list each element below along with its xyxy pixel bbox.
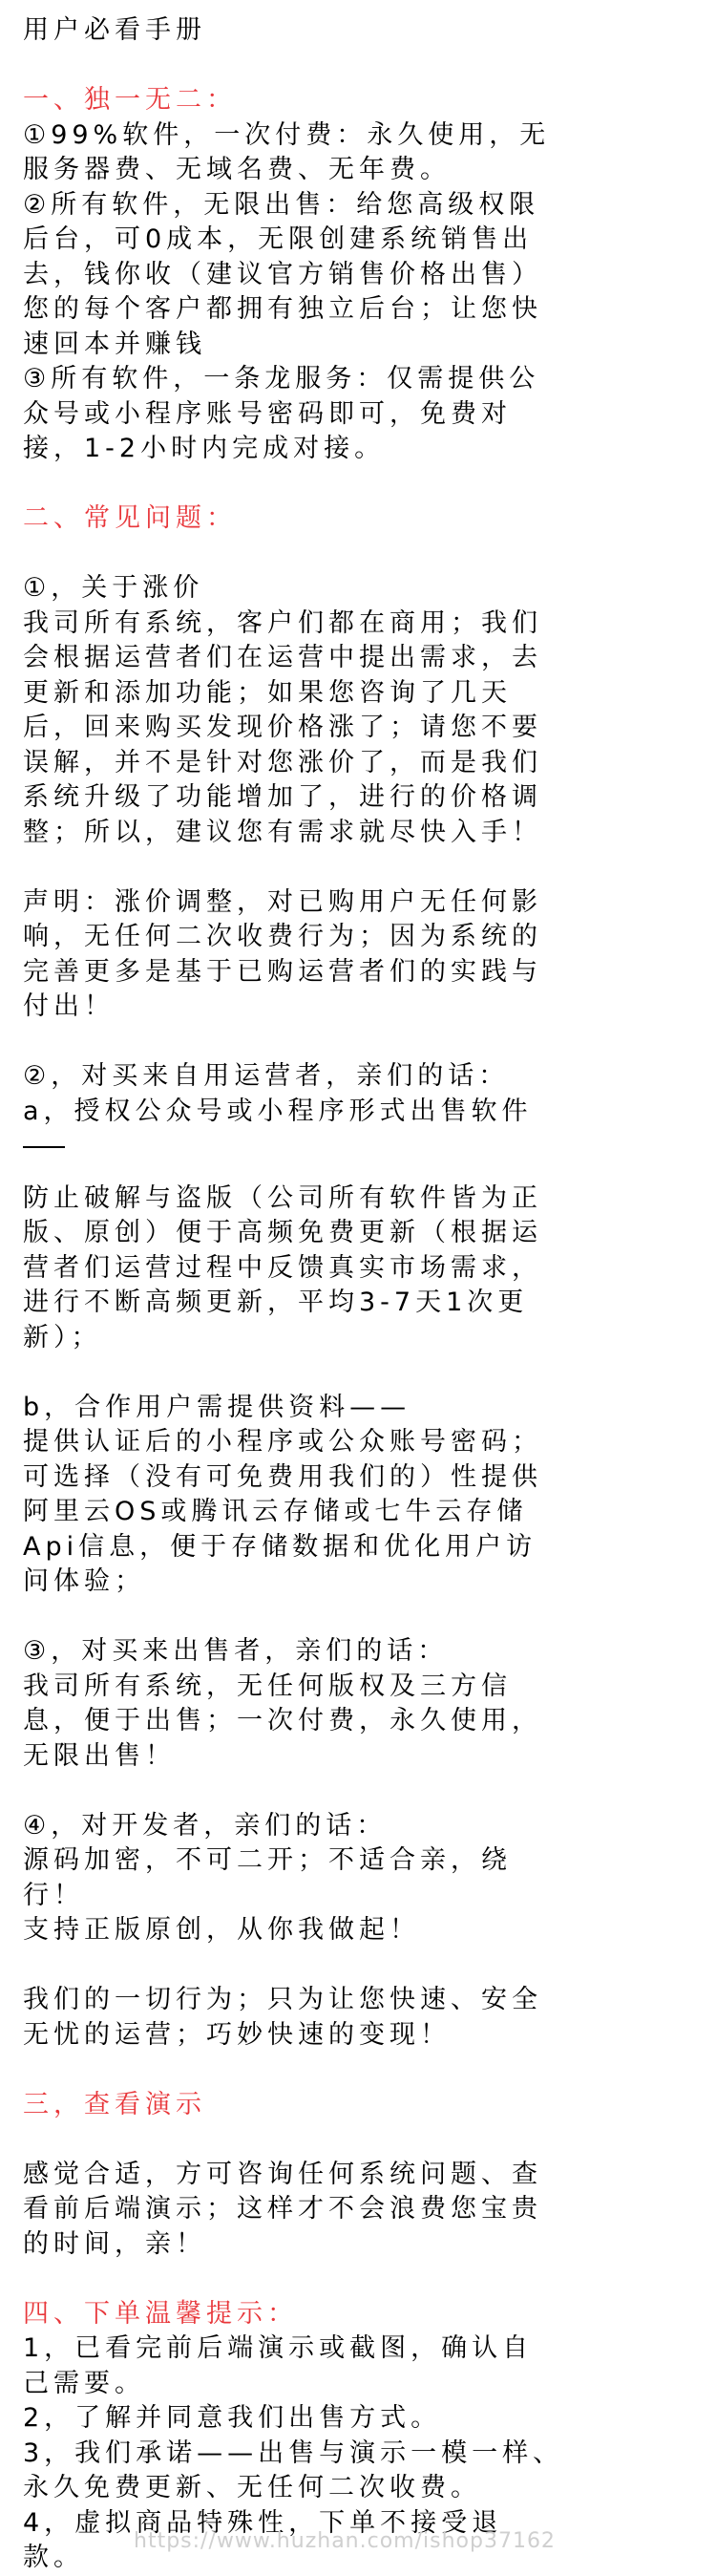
text-line: 众号或小程序账号密码即可，免费对 — [23, 398, 512, 429]
blank-line — [23, 2053, 703, 2088]
text-line: 我们的一切行为；只为让您快速、安全 — [23, 1985, 542, 2014]
blank-line — [23, 467, 703, 502]
text-line: 可选择（没有可免费用我们的）性提供 — [23, 1461, 542, 1492]
text-line: 整；所以，建议您有需求就尽快入手！ — [23, 817, 542, 847]
text-line: 行！ — [23, 1880, 84, 1910]
text-line: 响，无任何二次收费行为；因为系统的 — [23, 922, 542, 951]
text-line: 款。 — [23, 2543, 84, 2572]
blank-line — [23, 2122, 703, 2158]
text-line: 服务器费、无域名费、无年费。 — [23, 155, 451, 184]
blank-line — [23, 1600, 703, 1635]
text-line: 2，了解并同意我们出售方式。 — [23, 2403, 442, 2433]
text-line: 看前后端演示；这样才不会浪费您宝贵 — [23, 2194, 542, 2224]
text-line: 防止破解与盗版（公司所有软件皆为正 — [23, 1182, 542, 1213]
text-line: 会根据运营者们在运营中提出需求，去 — [23, 643, 542, 672]
blank-line — [23, 1025, 703, 1060]
text-line: 误解，并不是针对您涨价了，而是我们 — [23, 747, 542, 777]
text-line: a，授权公众号或小程序形式出售软件 — [23, 1096, 533, 1126]
text-line: 息，便于出售；一次付费，永久使用， — [23, 1706, 542, 1735]
text-line: 4，虚拟商品特殊性，下单不接受退 — [23, 2507, 503, 2538]
text-line: 速回本并赚钱 — [23, 329, 206, 359]
blank-line — [23, 850, 703, 885]
text-line: 问体验； — [23, 1566, 145, 1596]
dash-continuation — [23, 1146, 703, 1182]
text-line: 永久免费更新、无任何二次收费。 — [23, 2473, 481, 2502]
text-line: ①，关于涨价 — [23, 573, 204, 603]
text-line: 我司所有系统，无任何版权及三方信 — [23, 1671, 512, 1701]
text-line: ②所有软件，无限出售：给您高级权限 — [23, 189, 540, 220]
text-line: 我司所有系统，客户们都在商用；我们 — [23, 607, 542, 638]
blank-line — [23, 2262, 703, 2297]
blank-line — [23, 537, 703, 572]
watermark-url: https://www.huzhan.com/ishop37162 — [134, 2529, 556, 2553]
text-line: 阿里云OS或腾讯云存储或七牛云存储 — [23, 1497, 528, 1526]
text-line: 付出！ — [23, 991, 115, 1021]
text-line: 接，1-2小时内完成对接。 — [23, 434, 386, 463]
text-line: 己需要。 — [23, 2368, 145, 2398]
text-line: 营者们运营过程中反馈真实市场需求， — [23, 1252, 542, 1283]
text-line: 进行不断高频更新，平均3-7天1次更 — [23, 1288, 529, 1317]
text-line: 无忧的运营；巧妙快速的变现！ — [23, 2019, 451, 2050]
text-line: 1，已看完前后端演示或截图，确认自 — [23, 2333, 534, 2363]
text-line: b，合作用户需提供资料—— — [23, 1392, 411, 1422]
blank-line — [23, 1355, 703, 1391]
text-line: 新）； — [23, 1322, 102, 1352]
blank-line — [23, 49, 703, 84]
text-line: 去，钱你收（建议官方销售价格出售） — [23, 259, 542, 289]
em-dash-mark — [23, 1146, 65, 1148]
manual-document — [23, 13, 703, 2576]
text-line: 源码加密，不可二开；不适合亲，绕 — [23, 1845, 512, 1875]
text-line: 后台，可0成本，无限创建系统销售出 — [23, 224, 534, 254]
section-heading: 四、下单温馨提示： — [23, 2298, 298, 2329]
text-line: ③所有软件，一条龙服务：仅需提供公 — [23, 364, 540, 394]
blank-line — [23, 1948, 703, 1984]
text-line: 系统升级了功能增加了，进行的价格调 — [23, 782, 542, 812]
text-line: 完善更多是基于已购运营者们的实践与 — [23, 956, 542, 987]
text-line: Api信息，便于存储数据和优化用户访 — [23, 1531, 537, 1562]
text-line: 后，回来购买发现价格涨了；请您不要 — [23, 713, 542, 742]
text-line: 提供认证后的小程序或公众账号密码； — [23, 1427, 542, 1457]
text-line: ③，对买来出售者，亲们的话： — [23, 1636, 449, 1666]
text-line: 3，我们承诺——出售与演示一模一样、 — [23, 2438, 564, 2468]
section-heading: 一、独一无二： — [23, 85, 237, 115]
section-heading: 三，查看演示 — [23, 2089, 206, 2119]
text-line: 无限出售！ — [23, 1740, 176, 1771]
text-line: 声明：涨价调整，对已购用户无任何影 — [23, 886, 542, 917]
text-line: ①99%软件，一次付费：永久使用，无 — [23, 119, 551, 150]
text-line: 版、原创）便于高频免费更新（根据运 — [23, 1218, 542, 1247]
text-line: 感觉合适，方可咨询任何系统问题、查 — [23, 2159, 542, 2189]
text-line: 支持正版原创，从你我做起！ — [23, 1915, 420, 1945]
blank-line — [23, 1774, 703, 1809]
text-line: 您的每个客户都拥有独立后台；让您快 — [23, 294, 542, 324]
text-line: 更新和添加功能；如果您咨询了几天 — [23, 677, 512, 708]
text-line: ②，对买来自用运营者，亲们的话： — [23, 1061, 510, 1091]
manual-title: 用户必看手册 — [23, 15, 206, 45]
text-line: ④，对开发者，亲们的话： — [23, 1810, 388, 1841]
section-heading: 二、常见问题： — [23, 503, 237, 533]
text-line: 的时间，亲！ — [23, 2228, 206, 2259]
